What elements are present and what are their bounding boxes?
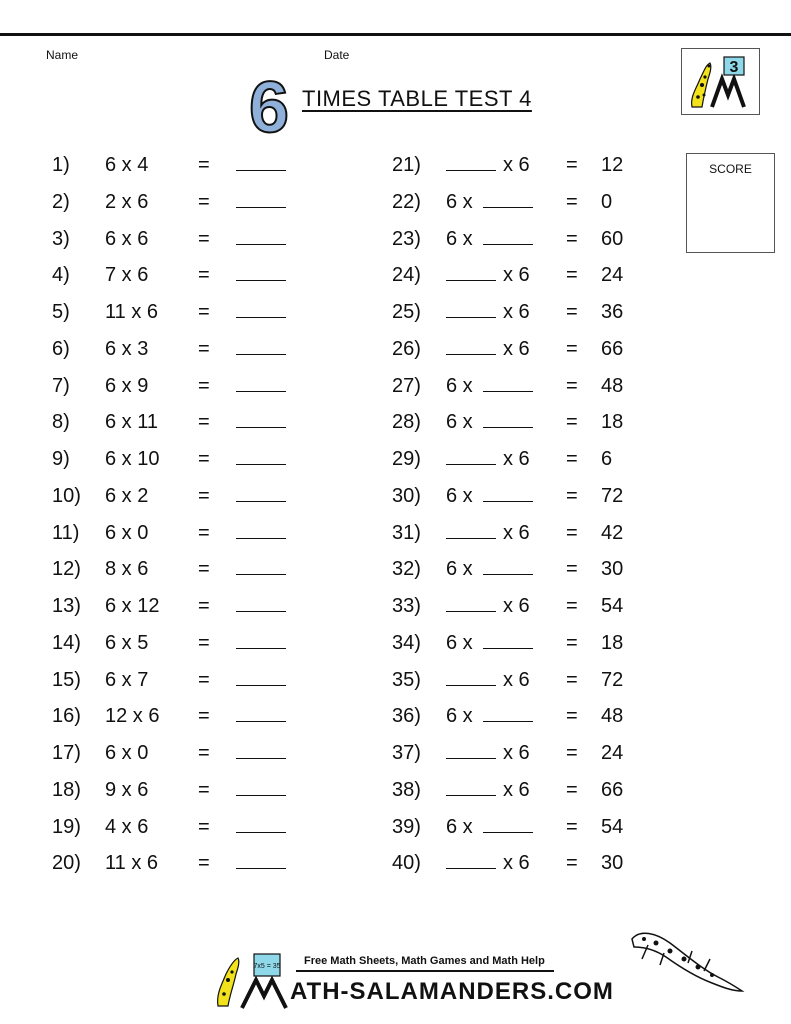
equals-sign: =	[566, 411, 578, 434]
question-number: 21)	[392, 154, 421, 176]
question-expression: 6 x 9	[105, 374, 149, 397]
question-expression: 6 x 6	[105, 227, 149, 250]
question-result: 66	[601, 337, 624, 360]
question-factor: 6 x	[446, 374, 473, 397]
answer-blank[interactable]	[446, 775, 496, 805]
question-number: 24)	[392, 264, 421, 287]
answer-blank[interactable]	[483, 628, 533, 658]
name-label: Name	[46, 48, 79, 62]
grade-badge-text: 3	[729, 59, 739, 76]
question-number: 33)	[392, 595, 421, 617]
question-factor: 6 x	[446, 631, 473, 654]
m-logo-icon	[242, 980, 286, 1008]
equals-sign: =	[566, 778, 578, 801]
equals-sign: =	[198, 668, 210, 691]
answer-blank[interactable]	[446, 444, 496, 474]
question-factor: x 6	[503, 595, 530, 617]
equals-sign: =	[566, 815, 578, 838]
question-expression: 11 x 6	[105, 852, 158, 875]
answer-blank[interactable]	[446, 518, 496, 548]
question-factor: x 6	[503, 521, 530, 544]
equals-sign: =	[566, 558, 578, 581]
question-row	[0, 297, 660, 327]
equals-sign: =	[566, 631, 578, 654]
answer-blank[interactable]	[483, 701, 533, 731]
equals-sign: =	[566, 668, 578, 691]
question-expression: 6 x 10	[105, 448, 160, 470]
question-result: 42	[601, 521, 624, 544]
equals-sign: =	[198, 815, 210, 838]
question-row	[0, 187, 660, 217]
question-result: 30	[601, 852, 624, 875]
big-digit	[244, 74, 294, 138]
page-title: TIMES TABLE TEST 4	[302, 86, 532, 111]
question-number: 6)	[52, 337, 70, 360]
question-number: 38)	[392, 778, 421, 801]
question-number: 40)	[392, 852, 421, 875]
question-result: 48	[601, 374, 624, 397]
footer-tagline: Free Math Sheets, Math Games and Math Help	[304, 955, 545, 967]
footer-logo	[212, 940, 292, 1012]
equals-sign: =	[566, 852, 578, 875]
question-factor: 6 x	[446, 411, 473, 434]
question-row	[0, 371, 660, 401]
equals-sign: =	[198, 448, 210, 470]
equals-sign: =	[566, 374, 578, 397]
question-number: 37)	[392, 742, 421, 764]
question-expression: 7 x 6	[105, 264, 149, 287]
equals-sign: =	[198, 190, 210, 213]
question-expression: 6 x 12	[105, 595, 160, 617]
answer-blank[interactable]	[446, 738, 496, 768]
equals-sign: =	[566, 154, 578, 176]
equals-sign: =	[198, 301, 210, 323]
question-number: 5)	[52, 301, 70, 323]
answer-blank[interactable]	[446, 150, 496, 180]
question-result: 48	[601, 705, 624, 728]
question-result: 72	[601, 668, 624, 691]
question-number: 9)	[52, 448, 70, 470]
question-expression: 11 x 6	[105, 301, 158, 323]
salamander-icon	[218, 958, 239, 1006]
footer-badge-text: 7x5 = 35	[253, 963, 281, 970]
question-number: 2)	[52, 190, 70, 213]
question-result: 36	[601, 301, 624, 323]
equals-sign: =	[198, 778, 210, 801]
question-row	[0, 665, 660, 695]
question-row	[0, 812, 660, 842]
question-row	[0, 481, 660, 511]
answer-blank[interactable]	[483, 407, 533, 437]
grade-logo	[681, 48, 760, 115]
question-number: 1)	[52, 154, 70, 176]
question-number: 18)	[52, 778, 81, 801]
question-row	[0, 518, 660, 548]
answer-blank[interactable]	[446, 848, 496, 878]
answer-blank[interactable]	[446, 334, 496, 364]
equals-sign: =	[198, 595, 210, 617]
question-result: 54	[601, 815, 624, 838]
question-expression: 6 x 0	[105, 742, 149, 764]
question-expression: 6 x 5	[105, 631, 149, 654]
question-factor: 6 x	[446, 484, 473, 507]
question-number: 15)	[52, 668, 81, 691]
salamander-icon	[692, 63, 711, 107]
question-number: 28)	[392, 411, 421, 434]
question-factor: x 6	[503, 852, 530, 875]
question-result: 18	[601, 411, 624, 434]
question-number: 8)	[52, 411, 70, 434]
question-number: 13)	[52, 595, 81, 617]
question-factor: x 6	[503, 668, 530, 691]
equals-sign: =	[566, 742, 578, 764]
equals-sign: =	[566, 595, 578, 617]
question-number: 11)	[52, 521, 80, 544]
question-number: 3)	[52, 227, 70, 250]
score-label: SCORE	[709, 162, 752, 176]
question-factor: x 6	[503, 154, 530, 176]
salamander-icon	[626, 925, 746, 1000]
question-result: 66	[601, 778, 624, 801]
question-number: 22)	[392, 190, 421, 213]
question-row	[0, 334, 660, 364]
top-rule	[0, 33, 791, 36]
question-number: 25)	[392, 301, 421, 323]
equals-sign: =	[198, 154, 210, 176]
equals-sign: =	[566, 190, 578, 213]
question-number: 17)	[52, 742, 81, 764]
equals-sign: =	[566, 484, 578, 507]
question-number: 31)	[392, 521, 421, 544]
question-number: 4)	[52, 264, 70, 287]
answer-blank[interactable]	[483, 554, 533, 584]
question-row	[0, 738, 660, 768]
question-number: 10)	[52, 484, 81, 507]
equals-sign: =	[198, 264, 210, 287]
question-number: 7)	[52, 374, 70, 397]
question-result: 24	[601, 742, 624, 764]
answer-blank[interactable]	[483, 812, 533, 842]
question-expression: 6 x 2	[105, 484, 149, 507]
equals-sign: =	[198, 484, 210, 507]
question-number: 34)	[392, 631, 421, 654]
equals-sign: =	[198, 337, 210, 360]
answer-blank[interactable]	[446, 591, 496, 621]
question-number: 30)	[392, 484, 421, 507]
question-result: 60	[601, 227, 624, 250]
question-number: 12)	[52, 558, 81, 581]
question-row	[0, 628, 660, 658]
equals-sign: =	[566, 227, 578, 250]
equals-sign: =	[198, 374, 210, 397]
equals-sign: =	[198, 227, 210, 250]
question-expression: 8 x 6	[105, 558, 149, 581]
equals-sign: =	[566, 448, 578, 470]
question-result: 72	[601, 484, 624, 507]
question-factor: 6 x	[446, 190, 473, 213]
question-result: 0	[601, 190, 613, 213]
equals-sign: =	[198, 852, 210, 875]
question-expression: 9 x 6	[105, 778, 149, 801]
equals-sign: =	[566, 264, 578, 287]
question-factor: x 6	[503, 264, 530, 287]
answer-blank[interactable]	[483, 224, 533, 254]
question-number: 23)	[392, 227, 421, 250]
question-number: 19)	[52, 815, 81, 838]
question-row	[0, 260, 660, 290]
question-result: 54	[601, 595, 624, 617]
question-number: 16)	[52, 705, 81, 728]
question-result: 24	[601, 264, 624, 287]
equals-sign: =	[566, 301, 578, 323]
question-number: 32)	[392, 558, 421, 581]
question-result: 30	[601, 558, 624, 581]
answer-blank[interactable]	[483, 481, 533, 511]
equals-sign: =	[198, 742, 210, 764]
question-number: 26)	[392, 337, 421, 360]
question-row	[0, 701, 660, 731]
question-row	[0, 407, 660, 437]
equals-sign: =	[198, 558, 210, 581]
question-expression: 6 x 4	[105, 154, 149, 176]
score-box	[686, 153, 775, 253]
question-number: 29)	[392, 448, 421, 470]
date-label: Date	[324, 48, 350, 62]
question-row	[0, 224, 660, 254]
equals-sign: =	[198, 521, 210, 544]
question-factor: x 6	[503, 742, 530, 764]
question-row	[0, 775, 660, 805]
question-number: 35)	[392, 668, 421, 691]
question-number: 36)	[392, 705, 421, 728]
question-result: 12	[601, 154, 624, 176]
answer-blank[interactable]	[483, 187, 533, 217]
equals-sign: =	[566, 705, 578, 728]
question-number: 27)	[392, 374, 421, 397]
question-expression: 2 x 6	[105, 190, 149, 213]
question-number: 39)	[392, 815, 421, 838]
question-factor: 6 x	[446, 227, 473, 250]
equals-sign: =	[198, 631, 210, 654]
equals-sign: =	[198, 705, 210, 728]
question-row	[0, 848, 660, 878]
answer-blank[interactable]	[483, 371, 533, 401]
question-row	[0, 554, 660, 584]
question-row	[0, 150, 660, 180]
question-row	[0, 444, 660, 474]
question-result: 18	[601, 631, 624, 654]
question-expression: 6 x 7	[105, 668, 149, 691]
question-expression: 12 x 6	[105, 705, 160, 728]
question-expression: 6 x 0	[105, 521, 149, 544]
equals-sign: =	[566, 521, 578, 544]
equals-sign: =	[566, 337, 578, 360]
m-logo-icon	[712, 79, 744, 107]
question-expression: 4 x 6	[105, 815, 149, 838]
answer-blank[interactable]	[446, 665, 496, 695]
question-expression: 6 x 11	[105, 411, 158, 434]
big-digit-text: 6	[248, 74, 290, 138]
question-factor: 6 x	[446, 815, 473, 838]
answer-blank[interactable]	[446, 297, 496, 327]
question-factor: 6 x	[446, 558, 473, 581]
question-number: 14)	[52, 631, 81, 654]
question-factor: x 6	[503, 448, 530, 470]
answer-blank[interactable]	[446, 260, 496, 290]
footer-site-link[interactable]: ATH-SALAMANDERS.COM	[290, 978, 614, 1005]
question-expression: 6 x 3	[105, 337, 149, 360]
question-factor: x 6	[503, 778, 530, 801]
question-factor: 6 x	[446, 705, 473, 728]
question-number: 20)	[52, 852, 81, 875]
question-factor: x 6	[503, 337, 530, 360]
question-row	[0, 591, 660, 621]
equals-sign: =	[198, 411, 210, 434]
question-factor: x 6	[503, 301, 530, 323]
footer-rule	[296, 970, 554, 972]
question-result: 6	[601, 448, 613, 470]
